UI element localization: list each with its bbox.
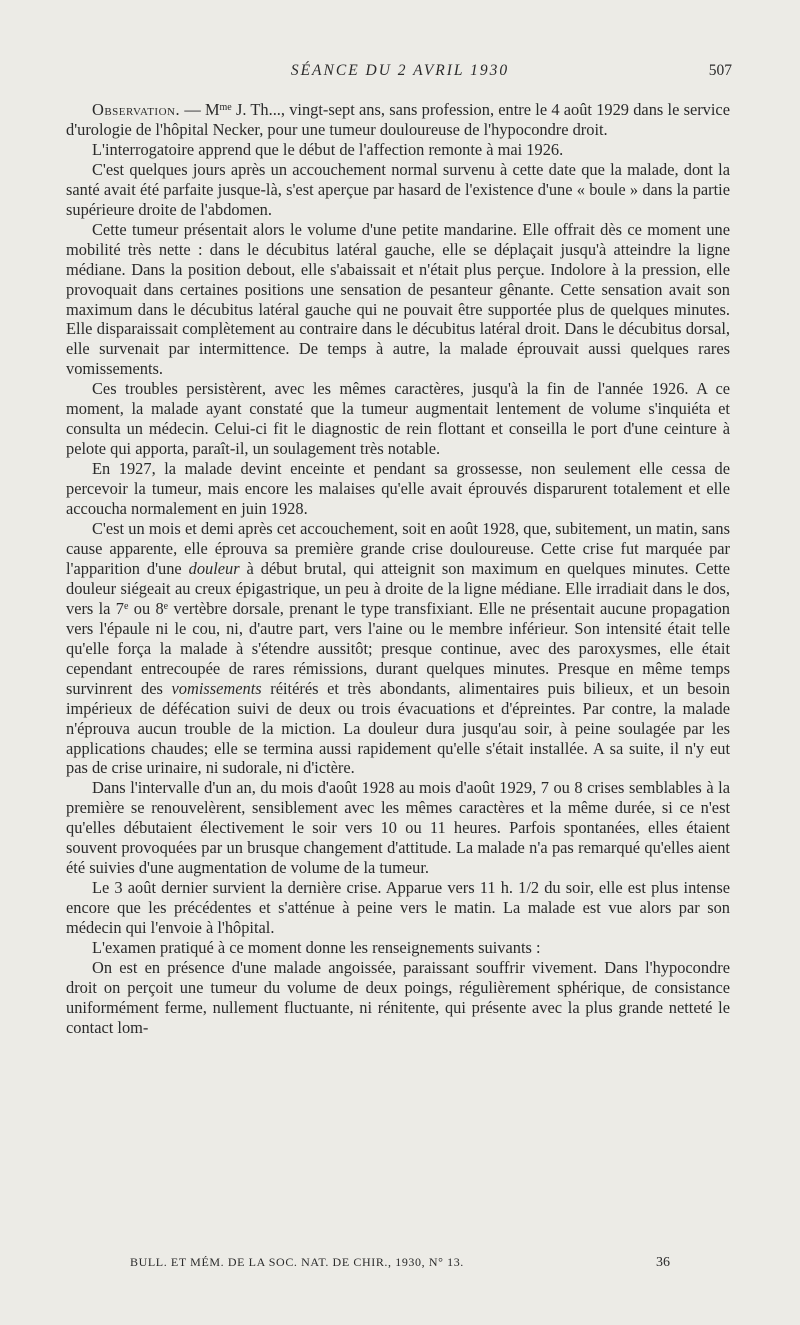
paragraph-interrogatoire: L'interrogatoire apprend que le début de l'affection remonte à mai 1926. [92,139,564,159]
sheet-number: 36 [656,1255,670,1270]
paragraph-pregnancy: En 1927, la malade devint enceinte et pendant sa grossesse, non seulement elle cessa de percevoir la tumeur, mais encore les malaises qu'elle avait éprouvés disparurent totalement et elle accoucha normalement en juin 1928. [66,459,730,519]
paragraph-exam-findings: On est en présence d'une malade angoissée, paraissant souffrir vivement. Dans l'hypocondre droit on perçoit une tumeur du volume de deux poings, régulièrement sphérique, de consistance uniformément ferme, nullement fluctuante, ni rénitente, qui présente avec la plus grande netteté le contact lom- [66,957,730,1037]
running-title: SÉANCE DU 2 AVRIL 1930 [290,62,510,79]
paragraph-persistence: Ces troubles persistèrent, avec les mêmes caractères, jusqu'à la fin de l'année 1926. A ce moment, la malade ayant constaté que la tumeur augmentait lentement de volume s'inquiéta et consulta un médecin. Celui-ci fit le diagnostic de rein flottant et conseilla le port d'une ceinture à pelote qui apporta, paraît-il, un soulagement très notable. [66,379,730,459]
observation-label: Observation. [92,100,181,119]
paragraph-onset: C'est quelques jours après un accouchement normal survenu à cette date que la malade, dont la santé avait été parfaite jusque-là, s'est aperçue par hasard de l'existence d'une « boule » dans la partie supérieure droite de l'abdomen. [66,159,730,219]
crisis-text-h: réitérés et très abondants, alimentaires puis bilieux, et un besoin impérieux de défécation suivi de deux ou trois évacuations et d'épreintes. Par contre, la malade n'éprouva aucun trouble de la miction. La douleur dura jusqu'au soir, à peine soulagée par les applications chaudes; elle se termina aussi rapidement qu'elle s'était installée. A sa suite, il n'y eut pas de crise urinaire, ni sudorale, ni d'ictère. [66,678,730,778]
crisis-text-f: vertèbre dorsale, prenant le type transfixiant. Elle ne présentait aucune propagation vers l'épaule ni le cou, ni, d'autre part, vers l'aine ou le membre inférieur. Son intensité était telle qu'elle força la malade à s'étendre aussitôt; presque continue, avec des paroxysmes, elle était cependant entrecoupée de rares rémissions, durant quelques minutes. Presque en même temps survinrent des [66,598,731,698]
superscript-e-1: e [123,600,129,612]
page-footer [130,1255,670,1270]
emphasis-douleur: douleur [188,558,240,578]
article-body [66,100,730,1038]
footer-citation: BULL. ET MÉM. DE LA SOC. NAT. DE CHIR., 1930, N° 13. [130,1255,464,1269]
crisis-text-c: à début brutal, qui atteignit son maximum en quelques minutes. Cette douleur siégeait au creux épigastrique, un peu à droite de la ligne médiane. Elle irradiait dans le dos, vers la 7 [66,558,731,618]
paragraph-recurrences: Dans l'intervalle d'un an, du mois d'août 1928 au mois d'août 1929, 7 ou 8 crises semblables à la première se renouvelèrent, sensiblement avec les mêmes caractères et la même durée, si ce n'est qu'elles débutaient électivement le soir vers 10 ou 11 heures. Parfois spontanées, elles étaient souvent provoquées par un brusque changement d'attitude. La malade n'a pas remarqué qu'elles aient été suivies d'une augmentation de volume de la tumeur. [66,778,730,878]
superscript-e-2: e [163,600,169,612]
crisis-text-d: ou 8 [128,598,164,618]
crisis-text-a: C'est un mois et demi après cet accouchement, soit en août 1928, que, subitement, un matin, sans cause apparente, elle éprouva sa première grande crise douloureuse. Cette crise fut marquée par l'apparition d'une [66,519,730,578]
page-number: 507 [708,62,732,79]
paragraph-tumor-description: Cette tumeur présentait alors le volume d'une petite mandarine. Elle offrait dès ce moment une mobilité très nette : dans le décubitus latéral gauche, elle se déplaçait jusqu'à atteindre la ligne médiane. Dans la position debout, elle s'abaissait et n'était plus perçue. Indolore à la pression, elle provoquait dans certaines positions une sensation de pesanteur gênante. Cette sensation avait son maximum dans le décubitus latéral gauche qui ne pouvait être supportée plus de quelques minutes. Elle disparaissait complètement au contraire dans le décubitus latéral droit. Dans le décubitus dorsal, elle survenait par intermittence. De temps à autre, la malade éprouvait aussi quelques rares vomissements. [66,219,730,379]
emphasis-vomissements: vomissements [171,678,262,698]
observation-text: J. Th..., vingt-sept ans, sans profession, entre le 4 août 1929 dans le service d'urologie de l'hôpital Necker, pour une tumeur douloureuse de l'hypocondre droit. [66,100,730,139]
paragraph-first-crisis [66,519,730,778]
paragraph-last-crisis: Le 3 août dernier survient la dernière crise. Apparue vers 11 h. 1/2 du soir, elle est plus intense encore que les précédentes et s'atténue à peine vers le matin. La malade est vue alors par son médecin qui l'envoie à l'hôpital. [66,878,730,938]
superscript-me: me [219,102,232,113]
observation-text-start: — M [180,100,220,119]
paragraph-observation [66,100,730,140]
paragraph-exam-intro: L'examen pratiqué à ce moment donne les renseignements suivants : [92,938,541,958]
